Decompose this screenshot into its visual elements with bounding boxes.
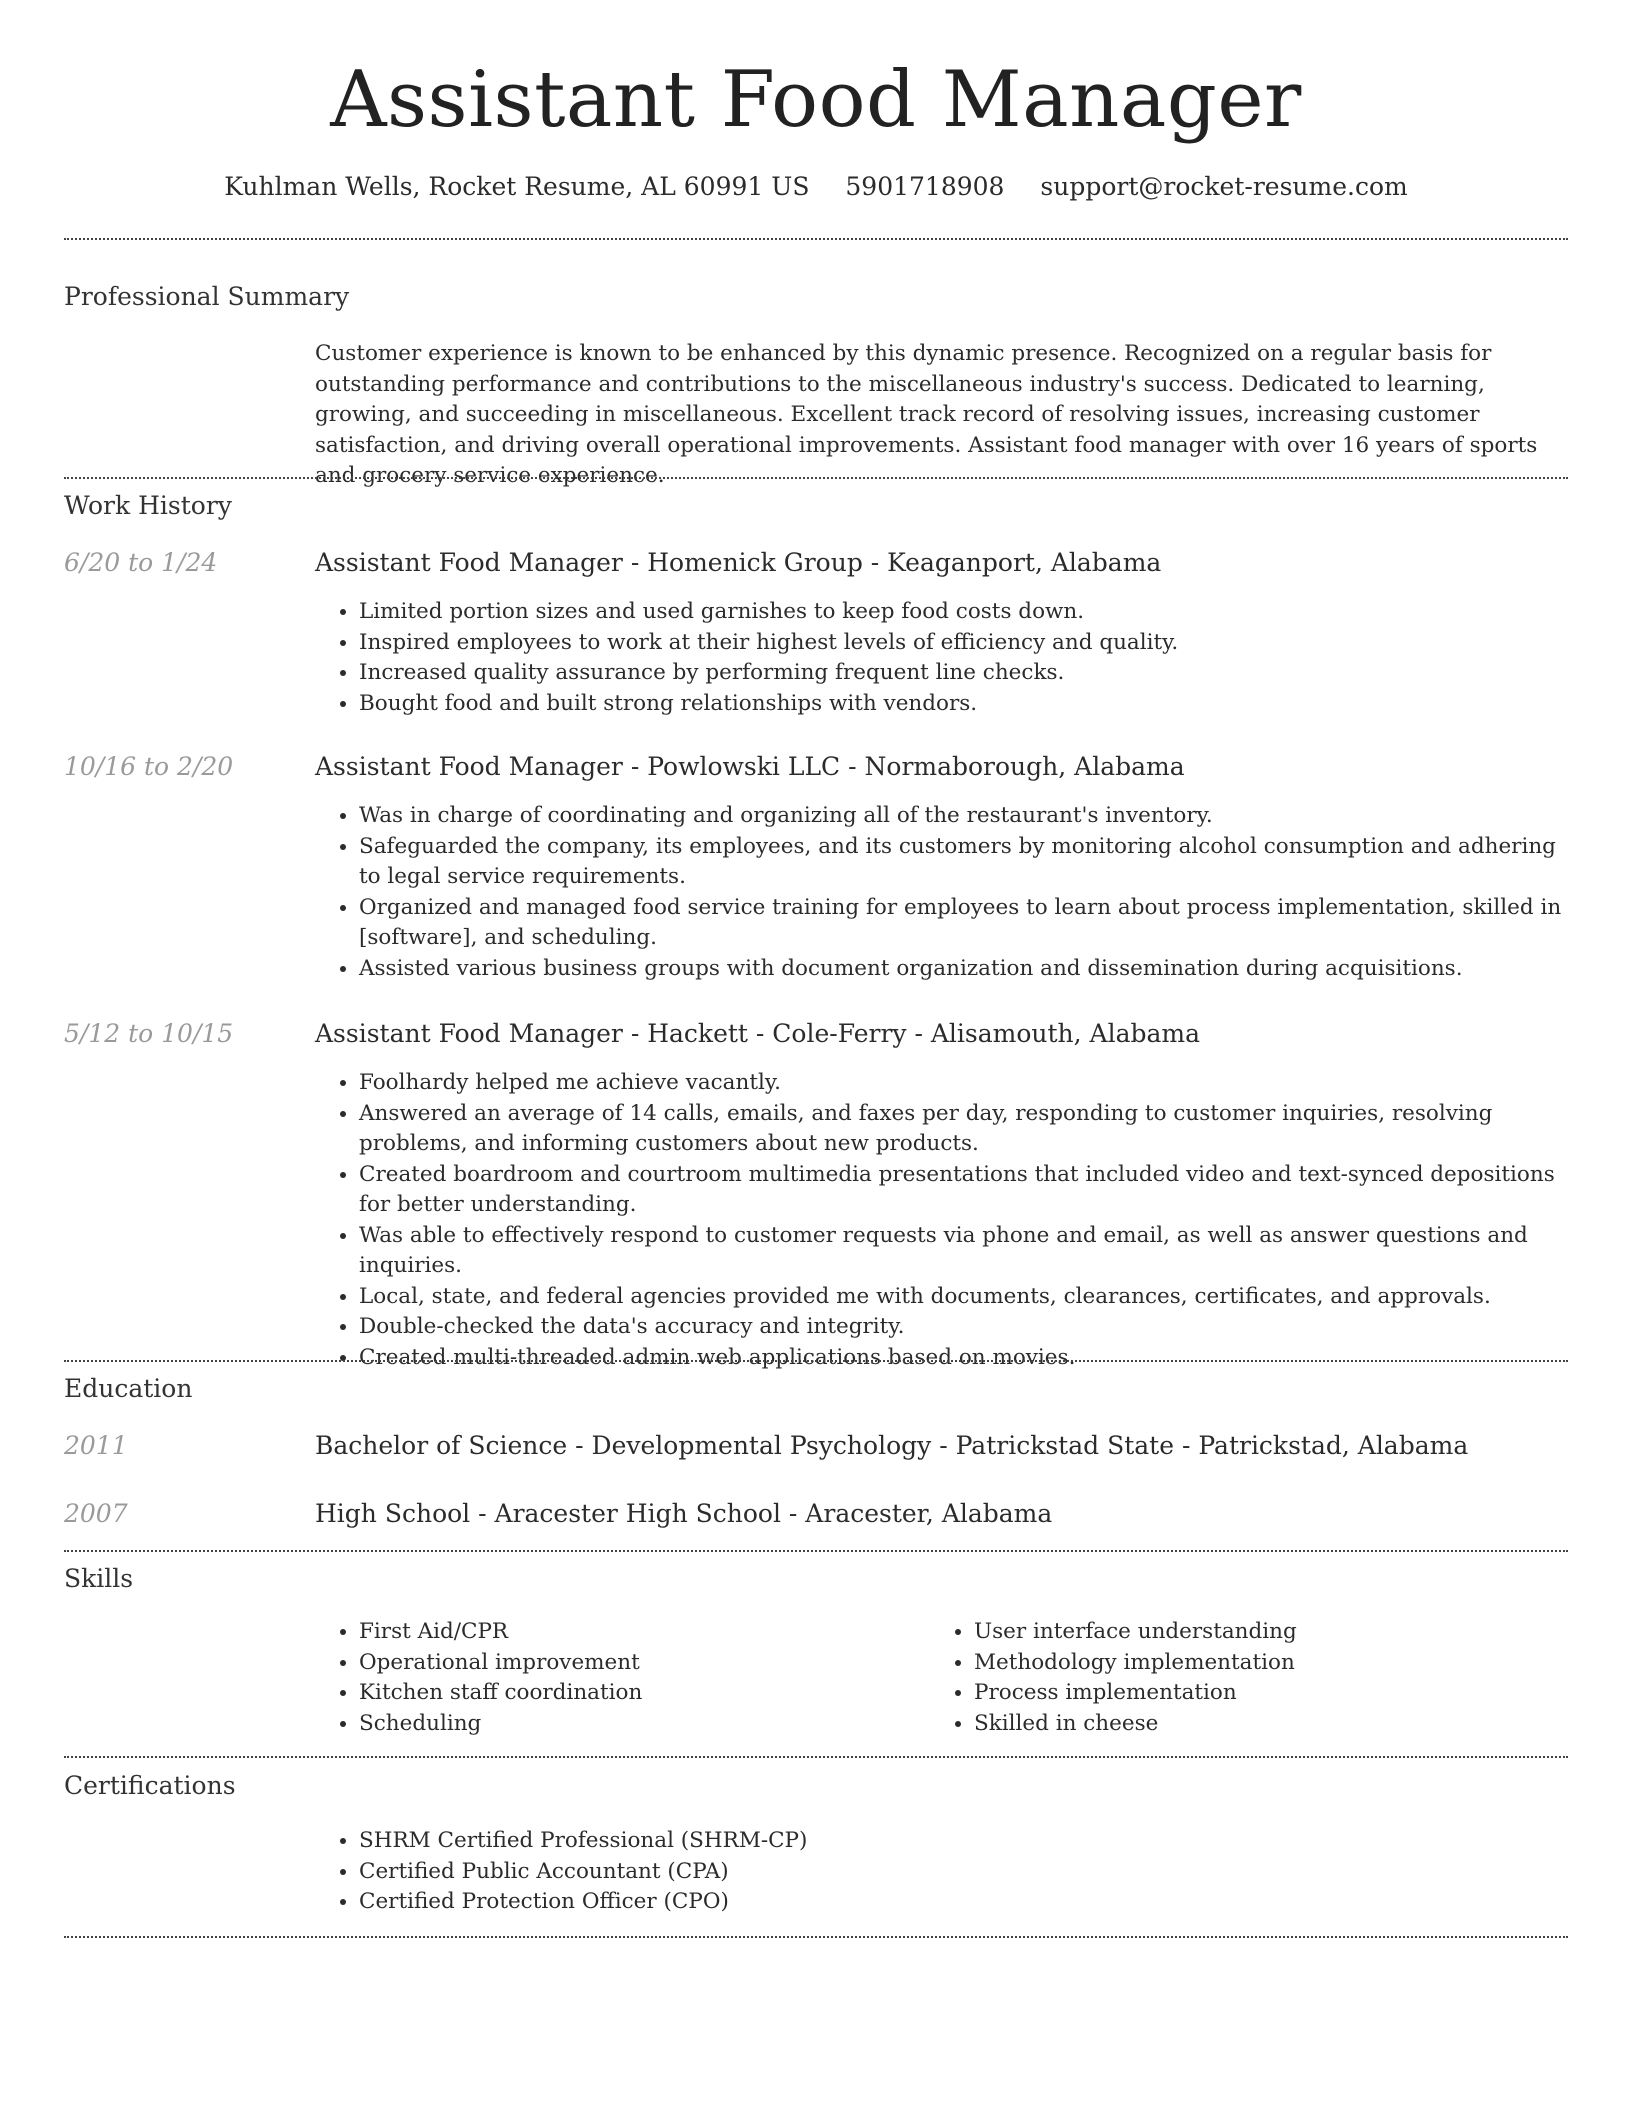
divider [64, 1360, 1568, 1362]
job-dates: 5/12 to 10/15 [64, 1019, 234, 1048]
divider [64, 238, 1568, 240]
list-item: • Organized and managed food service training for employees to learn about process implementation, skilled in [software], and scheduling. [359, 893, 1568, 954]
contact-line [64, 170, 1568, 204]
education-year: 2011 [64, 1431, 128, 1460]
certifications-heading: Certifications [64, 1771, 236, 1800]
list-item: • First Aid/CPR [359, 1617, 929, 1648]
work-heading: Work History [64, 491, 232, 520]
summary-text: Customer experience is known to be enhanced by this dynamic presence. Recognized on a regular basis for outstanding performance and contributions to the miscellaneous industry's success. Dedicated to learning, growing, and succeeding in miscellaneous. Excellent track record of resolving issues, increasing customer satisfaction, and driving overall operational improvements. Assistant food manager with over 16 years of sports and grocery service experience. [315, 341, 1538, 488]
education-entry: Bachelor of Science - Developmental Psychology - Patrickstad State - Patrickstad, Alabama [315, 1431, 1469, 1460]
job-title: Assistant Food Manager - Homenick Group - Keaganport, Alabama [315, 548, 1162, 577]
summary-heading: Professional Summary [64, 282, 350, 311]
education-entry: High School - Aracester High School - Aracester, Alabama [315, 1499, 1053, 1528]
list-item: • Kitchen staff coordination [359, 1678, 929, 1709]
certifications-list [315, 1826, 1568, 1918]
list-item: • Skilled in cheese [974, 1709, 1568, 1740]
divider [64, 477, 1568, 479]
list-item: • Methodology implementation [974, 1648, 1568, 1679]
divider [64, 1550, 1568, 1552]
job-dates: 6/20 to 1/24 [64, 548, 218, 577]
list-item: • Operational improvement [359, 1648, 929, 1679]
list-item: • Assisted various business groups with document organization and dissemination during acquisitions. [359, 954, 1568, 985]
list-item: • Safeguarded the company, its employees, and its customers by monitoring alcohol consumption and adhering to legal service requirements. [359, 832, 1568, 893]
list-item: • Was able to effectively respond to customer requests via phone and email, as well as answer questions and inquiries. [359, 1221, 1568, 1282]
contact-email: support@rocket-resume.com [1040, 172, 1408, 201]
list-item: • Limited portion sizes and used garnishes to keep food costs down. [359, 597, 1568, 628]
list-item: • Inspired employees to work at their highest levels of efficiency and quality. [359, 628, 1568, 659]
list-item: • Local, state, and federal agencies provided me with documents, clearances, certificates, and approvals. [359, 1282, 1568, 1313]
list-item: • Was in charge of coordinating and organizing all of the restaurant's inventory. [359, 801, 1568, 832]
list-item: • Certified Public Accountant (CPA) [359, 1857, 1568, 1888]
list-item: • Double-checked the data's accuracy and integrity. [359, 1312, 1568, 1343]
list-item: • Increased quality assurance by performing frequent line checks. [359, 658, 1568, 689]
list-item: • User interface understanding [974, 1617, 1568, 1648]
list-item: • SHRM Certified Professional (SHRM-CP) [359, 1826, 1568, 1857]
education-year: 2007 [64, 1499, 128, 1528]
divider [64, 1936, 1568, 1938]
skills-list-left [315, 1617, 929, 1739]
list-item: • Created boardroom and courtroom multimedia presentations that included video and text-synced depositions for better understanding. [359, 1160, 1568, 1221]
list-item: • Answered an average of 14 calls, emails, and faxes per day, responding to customer inquiries, resolving problems, and informing customers about new products. [359, 1099, 1568, 1160]
contact-phone: 5901718908 [845, 172, 1005, 201]
skills-heading: Skills [64, 1564, 134, 1593]
education-heading: Education [64, 1374, 193, 1403]
contact-address: Kuhlman Wells, Rocket Resume, AL 60991 US [224, 172, 810, 201]
job-bullets [315, 1068, 1568, 1373]
job-title: Assistant Food Manager - Powlowski LLC - Normaborough, Alabama [315, 752, 1185, 781]
job-bullets [315, 801, 1568, 984]
list-item: • Created multi-threaded admin web applications based on movies. [359, 1343, 1568, 1374]
job-bullets [315, 597, 1568, 719]
list-item: • Bought food and built strong relationships with vendors. [359, 689, 1568, 720]
list-item: • Certified Protection Officer (CPO) [359, 1887, 1568, 1918]
job-dates: 10/16 to 2/20 [64, 752, 234, 781]
list-item: • Foolhardy helped me achieve vacantly. [359, 1068, 1568, 1099]
list-item: • Process implementation [974, 1678, 1568, 1709]
skills-list-right [930, 1617, 1568, 1739]
resume-title: Assistant Food Manager [330, 55, 1302, 145]
divider [64, 1756, 1568, 1758]
job-title: Assistant Food Manager - Hackett - Cole-Ferry - Alisamouth, Alabama [315, 1019, 1201, 1048]
list-item: • Scheduling [359, 1709, 929, 1740]
